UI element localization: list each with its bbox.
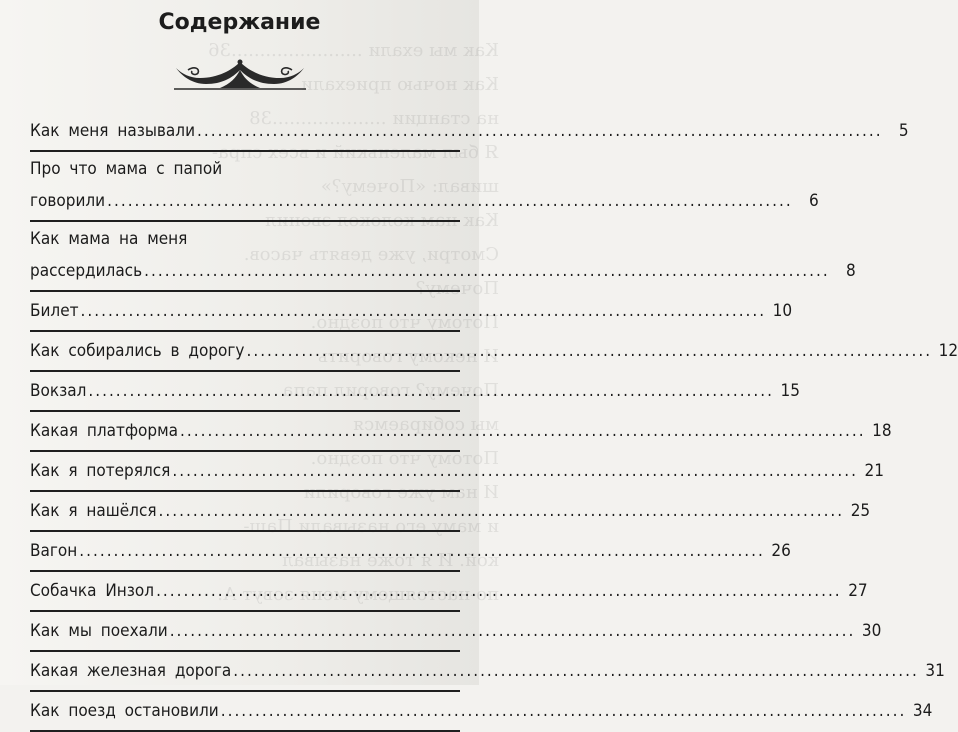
page-number: 26 bbox=[771, 541, 791, 561]
toc-line bbox=[30, 534, 791, 568]
chapter-title: Как мама на меня bbox=[30, 229, 188, 249]
toc-line bbox=[30, 454, 884, 488]
bleed-through-text: Как мы ехали .......................36 Как ночью приехали на станции ....................38 Я был маленький и всех спра- шивал: «Почему?» Как нам колокол звонил Смотри, уже девять часов. Почему? Потому что поздно. И некому говорить Почему? говорил папа мы собираемся Потому что поздно. И нам уже говорили и маму его называли Паш- кой. И я тоже называл по-настоящему меня зовут А. bbox=[208, 40, 499, 605]
toc-line bbox=[30, 494, 871, 528]
toc-line bbox=[30, 374, 800, 408]
page-number: 27 bbox=[848, 581, 868, 601]
page-number: 21 bbox=[864, 461, 884, 481]
toc-line bbox=[30, 154, 460, 184]
decorative-flourish-icon bbox=[170, 56, 310, 92]
toc-line bbox=[30, 254, 856, 288]
toc-line bbox=[30, 654, 945, 688]
page-number: 18 bbox=[872, 421, 892, 441]
toc-line bbox=[30, 114, 909, 148]
toc-entry bbox=[30, 332, 958, 372]
chapter-title: Как собирались в дорогу bbox=[30, 341, 245, 361]
chapter-title: Вагон bbox=[30, 541, 78, 561]
chapter-title: Про что мама с папой bbox=[30, 159, 223, 179]
toc-entry bbox=[30, 152, 819, 222]
toc-entry bbox=[30, 452, 884, 492]
dot-leader bbox=[197, 114, 883, 148]
chapter-title: Как меня называли bbox=[30, 121, 196, 141]
page-number: 12 bbox=[938, 341, 958, 361]
toc-entry bbox=[30, 492, 871, 532]
page-number: 5 bbox=[898, 121, 909, 141]
dot-leader bbox=[159, 494, 845, 528]
dot-leader bbox=[81, 294, 767, 328]
toc-line bbox=[30, 574, 868, 608]
page-number: 30 bbox=[861, 621, 882, 641]
chapter-title: Какая железная дорога bbox=[30, 661, 232, 681]
toc-line bbox=[30, 224, 460, 254]
page-number: 15 bbox=[780, 381, 800, 401]
chapter-title: Как я потерялся bbox=[30, 461, 171, 481]
chapter-title: Как поезд остановили bbox=[30, 701, 219, 721]
toc-entry bbox=[30, 692, 933, 732]
toc-line bbox=[30, 184, 819, 218]
chapter-title: Билет bbox=[30, 301, 79, 321]
dot-leader bbox=[170, 614, 856, 648]
toc-entry bbox=[30, 112, 909, 152]
toc-line bbox=[30, 614, 882, 648]
toc-line bbox=[30, 414, 892, 448]
toc-line bbox=[30, 294, 793, 328]
chapter-title: Как мы поехали bbox=[30, 621, 168, 641]
page-number: 10 bbox=[772, 301, 793, 321]
dot-leader bbox=[107, 184, 793, 218]
toc-entry bbox=[30, 372, 800, 412]
chapter-title: Вокзал bbox=[30, 381, 87, 401]
toc-entry bbox=[30, 572, 868, 612]
chapter-title: Как я нашёлся bbox=[30, 501, 157, 521]
chapter-title: рассердилась bbox=[30, 261, 143, 281]
dot-leader bbox=[172, 454, 858, 488]
chapter-title: Собачка Инзол bbox=[30, 581, 155, 601]
toc-entry bbox=[30, 652, 945, 692]
toc-line bbox=[30, 334, 958, 368]
page-number: 31 bbox=[925, 661, 945, 681]
dot-leader bbox=[156, 574, 842, 608]
dot-leader bbox=[79, 534, 765, 568]
dot-leader bbox=[246, 334, 932, 368]
page-title: Содержание bbox=[158, 10, 321, 35]
toc-entry bbox=[30, 532, 791, 572]
toc-line bbox=[30, 694, 933, 728]
table-of-contents bbox=[30, 112, 958, 732]
page-number: 8 bbox=[846, 261, 856, 281]
toc-entry bbox=[30, 612, 882, 652]
toc-entry bbox=[30, 412, 892, 452]
dot-leader bbox=[88, 374, 774, 408]
page-number: 34 bbox=[912, 701, 933, 721]
toc-entry bbox=[30, 222, 856, 292]
dot-leader bbox=[221, 694, 907, 728]
toc-entry bbox=[30, 292, 793, 332]
dot-leader bbox=[180, 414, 866, 448]
page-number: 6 bbox=[809, 191, 819, 211]
page-number: 25 bbox=[850, 501, 871, 521]
chapter-title: говорили bbox=[30, 191, 106, 211]
dot-leader bbox=[233, 654, 919, 688]
chapter-title: Какая платформа bbox=[30, 421, 179, 441]
dot-leader bbox=[144, 254, 830, 288]
